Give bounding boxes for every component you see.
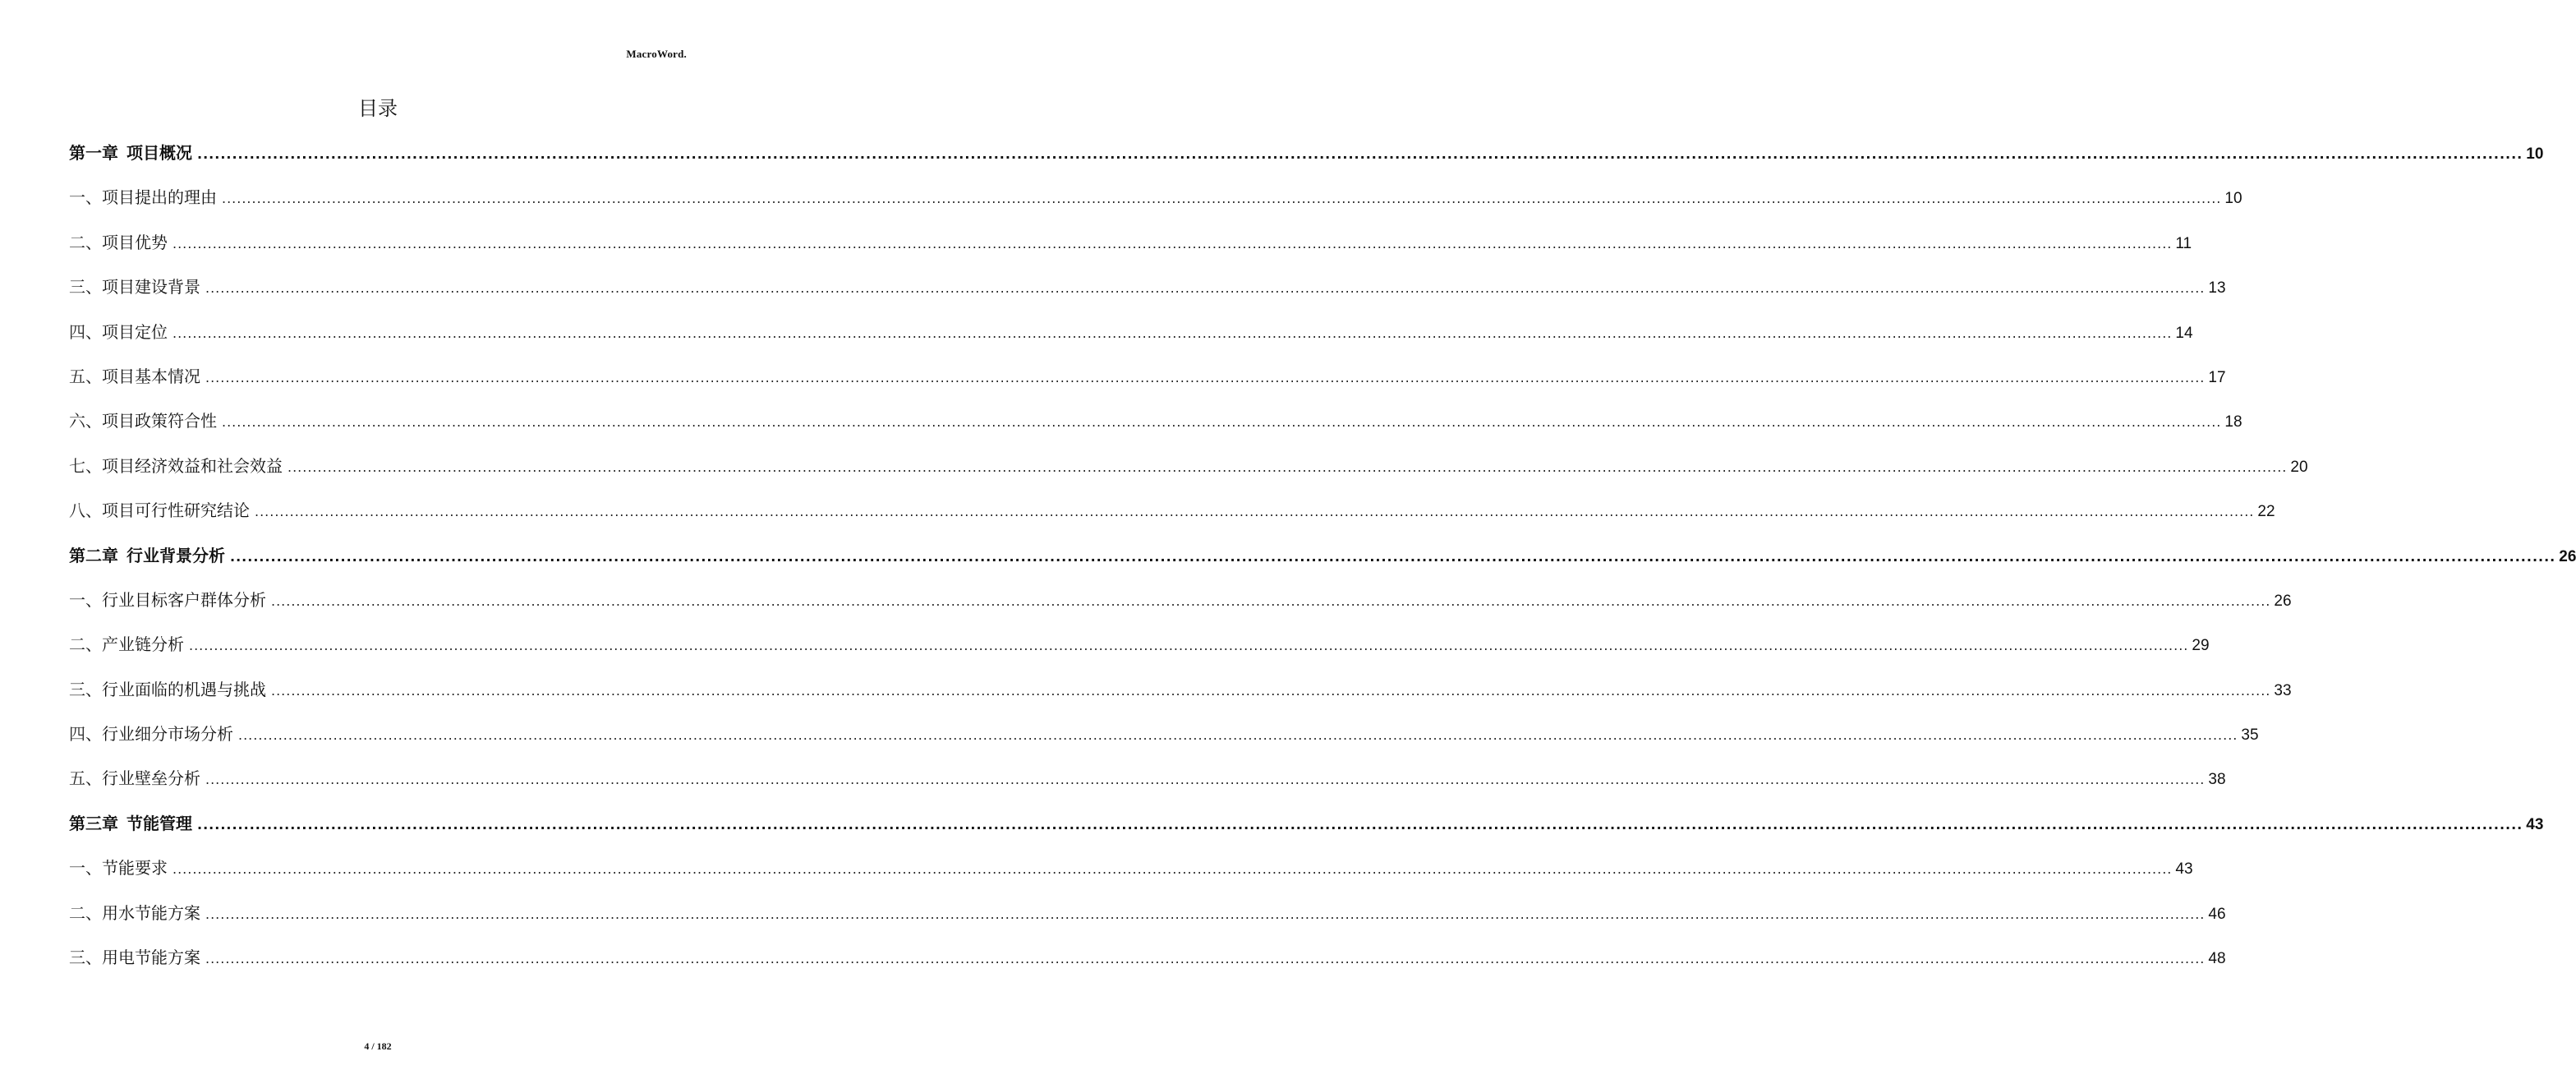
toc-entry-page: 43 [2526, 815, 2544, 833]
toc-entry-title: 项目可行性研究结论 [102, 500, 250, 521]
toc-entry-page: 13 [2208, 279, 2226, 297]
toc-entry-number: 二、 [69, 232, 102, 252]
toc-entry-page: 48 [2208, 950, 2226, 968]
toc-entry-number: 第二章 [69, 545, 118, 565]
toc-section-entry[interactable] [69, 179, 2242, 224]
toc-chapter-entry[interactable] [69, 537, 2576, 582]
toc-dot-leader: ................................................................................................................................................................................................................................................................................................................................................................................................................ [172, 325, 2173, 341]
toc-entry-title: 行业面临的机遇与挑战 [102, 679, 266, 699]
toc-section-entry[interactable] [69, 403, 2242, 447]
toc-entry-page: 43 [2175, 860, 2193, 879]
toc-entry-number: 四、 [69, 321, 102, 342]
toc-entry-number: 七、 [69, 455, 102, 476]
toc-entry-title: 用电节能方案 [102, 948, 200, 968]
toc-entry-title: 行业壁垒分析 [102, 768, 200, 789]
toc-section-entry[interactable] [69, 671, 2292, 716]
toc-section-entry[interactable] [69, 760, 2226, 805]
toc-entry-title: 项目政策符合性 [102, 411, 217, 431]
toc-entry-title: 产业链分析 [102, 634, 184, 655]
toc-entry-number: 三、 [69, 679, 102, 699]
toc-entry-page: 17 [2208, 368, 2226, 386]
toc-entry-page: 20 [2290, 458, 2308, 476]
toc-section-entry[interactable] [69, 269, 2226, 313]
toc-entry-number: 二、 [69, 634, 102, 655]
toc-dot-leader: ................................................................................................................................................................................................................................................................................................................................................................................................................ [197, 146, 2523, 162]
toc-dot-leader: ................................................................................................................................................................................................................................................................................................................................................................................................................ [172, 235, 2173, 251]
header-brand: MacroWord. [626, 48, 687, 60]
table-of-contents [69, 135, 2576, 984]
toc-entry-title: 项目优势 [102, 232, 168, 252]
toc-entry-number: 一、 [69, 187, 102, 208]
toc-dot-leader: ................................................................................................................................................................................................................................................................................................................................................................................................................ [271, 682, 2271, 699]
toc-entry-title: 行业目标客户群体分析 [102, 589, 266, 610]
toc-dot-leader: ................................................................................................................................................................................................................................................................................................................................................................................................................ [230, 548, 2556, 565]
toc-dot-leader: ................................................................................................................................................................................................................................................................................................................................................................................................................ [197, 816, 2523, 832]
toc-chapter-entry[interactable] [69, 805, 2544, 850]
toc-entry-number: 四、 [69, 724, 102, 745]
toc-entry-title: 项目概况 [126, 143, 192, 163]
toc-section-entry[interactable] [69, 626, 2210, 671]
toc-entry-page: 35 [2241, 726, 2259, 745]
toc-dot-leader: ................................................................................................................................................................................................................................................................................................................................................................................................................ [222, 414, 2222, 431]
toc-entry-number: 五、 [69, 768, 102, 789]
toc-section-entry[interactable] [69, 224, 2192, 269]
toc-chapter-entry[interactable] [69, 135, 2544, 179]
toc-entry-title: 项目定位 [102, 321, 168, 342]
toc-dot-leader: ................................................................................................................................................................................................................................................................................................................................................................................................................ [255, 504, 2255, 520]
toc-entry-title: 项目经济效益和社会效益 [102, 455, 283, 476]
toc-entry-number: 第三章 [69, 813, 118, 833]
toc-entry-page: 38 [2208, 771, 2226, 789]
toc-entry-title: 项目提出的理由 [102, 187, 217, 208]
toc-entry-page: 46 [2208, 905, 2226, 923]
toc-section-entry[interactable] [69, 582, 2292, 626]
toc-section-entry[interactable] [69, 895, 2226, 939]
toc-dot-leader: ................................................................................................................................................................................................................................................................................................................................................................................................................ [205, 906, 2206, 922]
toc-entry-page: 33 [2274, 681, 2292, 699]
toc-title: 目录 [358, 97, 398, 120]
toc-dot-leader: ................................................................................................................................................................................................................................................................................................................................................................................................................ [172, 861, 2173, 878]
toc-entry-number: 二、 [69, 902, 102, 923]
toc-dot-leader: ................................................................................................................................................................................................................................................................................................................................................................................................................ [205, 369, 2206, 385]
toc-entry-number: 一、 [69, 858, 102, 879]
toc-entry-page: 18 [2224, 413, 2242, 431]
toc-entry-title: 项目基本情况 [102, 366, 200, 386]
toc-entry-number: 六、 [69, 411, 102, 431]
toc-entry-number: 三、 [69, 948, 102, 968]
toc-entry-number: 第一章 [69, 143, 118, 163]
toc-entry-number: 一、 [69, 589, 102, 610]
toc-entry-title: 行业细分市场分析 [102, 724, 233, 745]
toc-dot-leader: ................................................................................................................................................................................................................................................................................................................................................................................................................ [205, 951, 2206, 967]
toc-entry-page: 29 [2192, 637, 2210, 655]
toc-entry-page: 26 [2559, 547, 2576, 565]
toc-entry-page: 26 [2274, 592, 2292, 610]
toc-section-entry[interactable] [69, 314, 2193, 358]
toc-dot-leader: ................................................................................................................................................................................................................................................................................................................................................................................................................ [271, 593, 2271, 609]
toc-section-entry[interactable] [69, 492, 2275, 537]
toc-entry-page: 14 [2175, 324, 2193, 342]
toc-entry-number: 八、 [69, 500, 102, 521]
page-indicator: 4 / 182 [364, 1040, 392, 1052]
toc-dot-leader: ................................................................................................................................................................................................................................................................................................................................................................................................................ [205, 772, 2206, 788]
toc-entry-page: 10 [2526, 145, 2544, 163]
toc-entry-page: 11 [2175, 234, 2192, 252]
toc-dot-leader: ................................................................................................................................................................................................................................................................................................................................................................................................................ [288, 459, 2288, 475]
toc-entry-title: 项目建设背景 [102, 277, 200, 297]
toc-section-entry[interactable] [69, 939, 2226, 984]
toc-entry-title: 节能管理 [126, 813, 192, 833]
toc-entry-title: 节能要求 [102, 858, 168, 879]
toc-section-entry[interactable] [69, 716, 2259, 760]
toc-entry-page: 22 [2257, 503, 2275, 521]
toc-entry-number: 五、 [69, 366, 102, 386]
toc-entry-page: 10 [2224, 190, 2242, 208]
toc-dot-leader: ................................................................................................................................................................................................................................................................................................................................................................................................................ [238, 727, 2238, 744]
toc-entry-number: 三、 [69, 277, 102, 297]
toc-dot-leader: ................................................................................................................................................................................................................................................................................................................................................................................................................ [205, 280, 2206, 297]
toc-dot-leader: ................................................................................................................................................................................................................................................................................................................................................................................................................ [222, 191, 2222, 207]
toc-dot-leader: ................................................................................................................................................................................................................................................................................................................................................................................................................ [189, 638, 2189, 654]
toc-section-entry[interactable] [69, 448, 2308, 492]
toc-entry-title: 用水节能方案 [102, 902, 200, 923]
toc-section-entry[interactable] [69, 850, 2193, 894]
toc-section-entry[interactable] [69, 358, 2226, 403]
toc-entry-title: 行业背景分析 [126, 545, 225, 565]
